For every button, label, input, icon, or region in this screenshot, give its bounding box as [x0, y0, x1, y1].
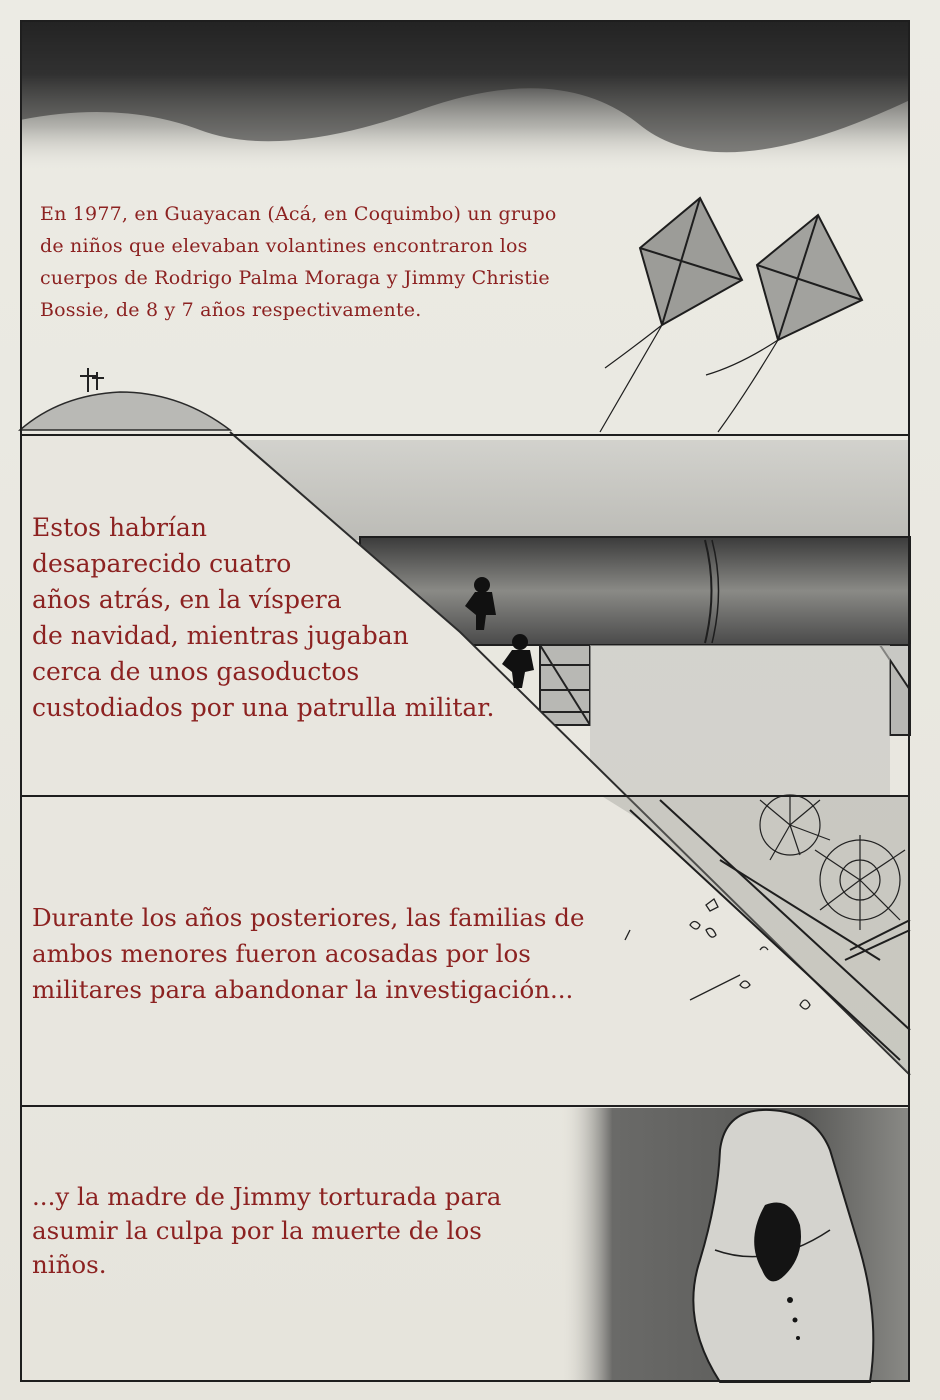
panel-divider — [20, 20, 910, 22]
panel-1-caption: En 1977, en Guayacan (Acá, en Coquimbo) un grupo de niños que elevaban volantines encontraron los cuerpos de Rodrigo Palma Moraga y Jimmy Christie Bossie, de 8 y 7 años respectivamente. — [40, 203, 557, 321]
panel-divider — [20, 1380, 910, 1382]
panel-divider — [20, 434, 910, 436]
panel-3-caption: Durante los años posteriores, las familias de ambos menores fueron acosadas por los militares para abandonar la investigación... — [32, 903, 585, 1004]
panel-2-caption: Estos habrían desaparecido cuatro años atrás, en la víspera de navidad, mientras jugaban cerca de unos gasoductos custodiados por una patrulla militar. — [32, 513, 495, 722]
panel-divider — [20, 1105, 910, 1107]
panel-divider — [20, 795, 910, 797]
panel-4-caption: ...y la madre de Jimmy torturada para asumir la culpa por la muerte de los niños. — [32, 1182, 502, 1279]
